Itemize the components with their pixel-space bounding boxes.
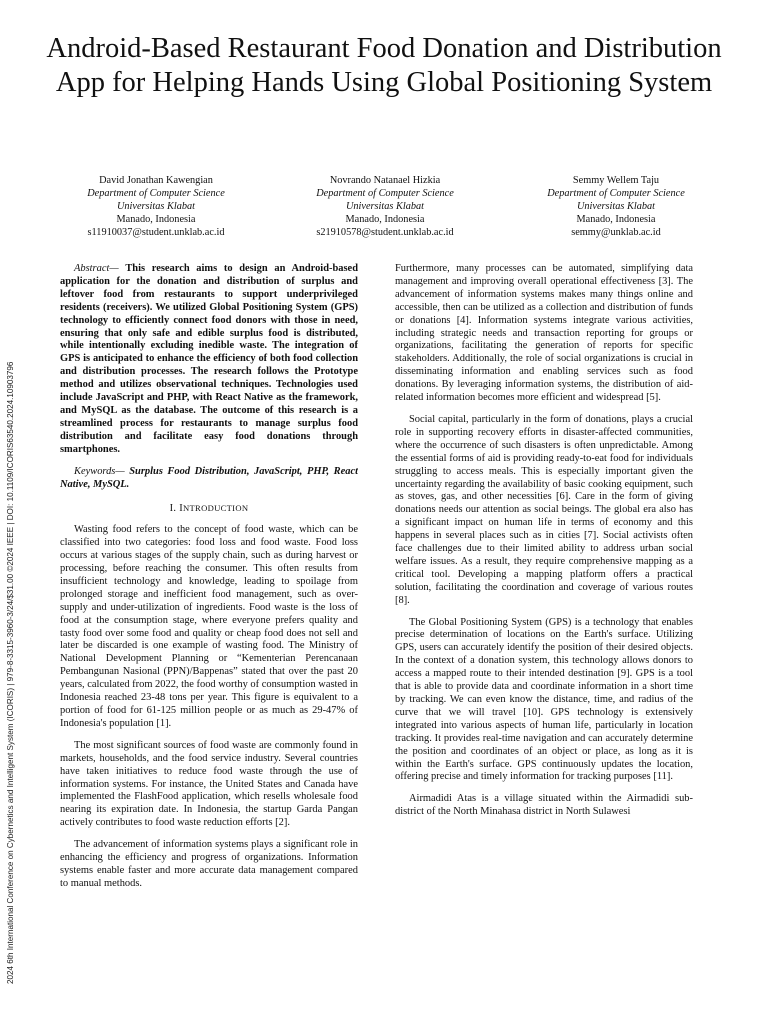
author-department: Department of Computer Science [87,188,225,199]
author-location: Manado, Indonesia [116,214,196,225]
author-university: Universitas Klabat [116,201,196,212]
author-name: Semmy Wellem Taju [572,175,660,186]
keywords-label: Keywords [74,465,116,477]
left-column [60,263,358,943]
body-paragraph: The advancement of information systems plays a significant role in enhancing the efficiency and progress of organizations. Information systems enable faster and more accurate data management compared to manual methods. [60,839,358,889]
author-location: Manado, Indonesia [576,214,656,225]
keywords-text: Surplus Food Distribution, JavaScript, PHP, React Native, MySQL. [60,465,358,490]
paper-title: Android-Based Restaurant Food Donation and Distribution App for Helping Hands Using Global Positioning System [46,33,722,98]
author-email: semmy@unklab.ac.id [571,227,661,238]
author-name: Novrando Natanael Hizkia [329,175,441,186]
body-paragraph: The Global Positioning System (GPS) is a technology that enables precise determination of locations on the Earth's surface. Utilizing GPS, users can accurately identify the position of their desired objects. In the context of a donation system, this technology allows donors to access a mapped route to their intended destination [9]. GPS is a tool that is able to provide data and coordinate information in a short time by tracking. We can even know the distance, time, and radius of the curve that we will travel [10]. GPS technology is extensively integrated into various aspects of human life, particularly in location tracking. It provides real-time navigation and can accurately determine the position and coordinates of an object or place, as long as it is within the Earth's surface. GPS continuously updates the location, offering precise and timely information for tracking purposes [11]. [395,616,693,783]
keywords [60,466,358,492]
body-paragraph: Wasting food refers to the concept of food waste, which can be classified into two categories: food loss and food waste. Food loss occurs at various stages of the supply chain, such as during harvest or processing, before reaching the consumer. This often results from insufficient technology and knowledge, leading to spoilage from prolonged storage and inefficient food management, such as over-supply and under-utilization of ingredients. Food waste is the loss of food at the consumption stage, where everyone prefers quality and tasty food over some food and quality or cheap food does not sell and later be discarded is one example of wasting food. The Ministry of National Development Planning or “Kementerian Perencanaan Pembangunan Nasional (PPN)/Bappenas” stated that over the past 20 years, calculated from 2022, the food worthy of consumption wasted in Indonesia reached 23-48 tons per year. This figure is equivalent to a portion of food for 61-125 million people or as much as 29-47% of Indonesia's population [1]. [60,524,358,729]
body-paragraph: Airmadidi Atas is a village situated within the Airmadidi sub-district of the North Minahasa district in North Sulawesi [395,793,693,818]
author-2 [270,174,500,239]
author-department: Department of Computer Science [547,188,685,199]
author-location: Manado, Indonesia [345,214,425,225]
author-department: Department of Computer Science [316,188,454,199]
author-email: s11910037@student.unklab.ac.id [87,227,225,238]
abstract-dash: — [109,263,126,274]
author-name: David Jonathan Kawengian [99,175,213,186]
conference-sidebar: 2024 6th International Conference on Cybernetics and Intelligent System (ICORIS) | 979-8-3315-3960-3/24/$31.00 ©2024 IEEE | DOI: 10.1109/ICORIS63540.2024.10903796 [6,361,15,984]
keywords-dash: — [115,465,130,477]
abstract-text: This research aims to design an Android-based application for the donation and distribution of surplus and leftover food from restaurants to support underprivileged residents (receivers). We utilized Global Positioning System (GPS) technology to efficiently connect food donors with those in need, ensuring that only safe and edible surplus food is distributed, while intentionally excluding inedible waste. The integration of GPS is anticipated to enhance the efficiency of both food collection and distribution processes. The research follows the Prototype method and utilizes observational techniques. Technologies used include JavaScript and PHP, with React Native as the framework, and MySQL as the database. The outcome of this research is a streamlined process for restaurants to manage surplus food distribution and facilitate easy food donations through smartphones. [60,263,358,455]
section-first-letter: I [179,503,183,515]
author-university: Universitas Klabat [345,201,425,212]
section-heading-introduction [60,502,358,516]
author-3 [501,174,731,239]
body-paragraph: Social capital, particularly in the form of donations, plays a crucial role in supporting recovery efforts in disaster-affected communities, where the occurrence of such disasters is often unpredictable. Among the essential forms of aid is providing ready-to-eat food for individuals struggling to access meals. This is especially important given the uncertainty regarding the availability of basic cooking equipment, such as stoves, gas, and other necessities [6]. Care in the form of giving donations needs our attention as social beings. The global era also has a significant impact on human life in terms of economy and this happens in several places such as in cities [7]. Social activists often face challenges due to their limited ability to address urban social welfare issues. As a result, they require comprehensive mapping as a critical tool. Developing a mapping platform offers a practical solution, facilitating the coordination and coverage of various routes [8]. [395,413,693,606]
author-university: Universitas Klabat [576,201,656,212]
author-email: s21910578@student.unklab.ac.id [316,227,454,238]
author-1 [41,174,271,239]
section-numeral: I. [169,503,177,515]
author-block [40,174,728,236]
abstract [60,263,358,457]
abstract-label: Abstract [74,263,110,274]
body-paragraph: The most significant sources of food waste are commonly found in markets, households, and the food service industry. Several countries have taken initiatives to reduce food waste through the use of information systems. For instance, the United States and Canada have implemented the FlashFood application, which resells wholesale food nearing its expiration date. In Indonesia, the startup Garda Pangan actively contributes to food waste reduction efforts [2]. [60,739,358,829]
body-paragraph: Furthermore, many processes can be automated, simplifying data management and improving overall operational effectiveness [3]. The advancement of information systems makes many things online and accessible, then can be utilized as a collection and distribution of funds or donations [4]. Information systems integrate various activities, including strategic needs and transaction reporting for groups or organizations, facilitating the generation of reports for specific stakeholders. Additionally, the role of social organizations is crucial in disseminating information and enabling services such as food donations. By leveraging information systems, the distribution of aid-related information becomes more efficient and widespread [5]. [395,263,693,404]
right-column [395,263,693,943]
section-title-rest: NTRODUCTION [183,503,249,514]
